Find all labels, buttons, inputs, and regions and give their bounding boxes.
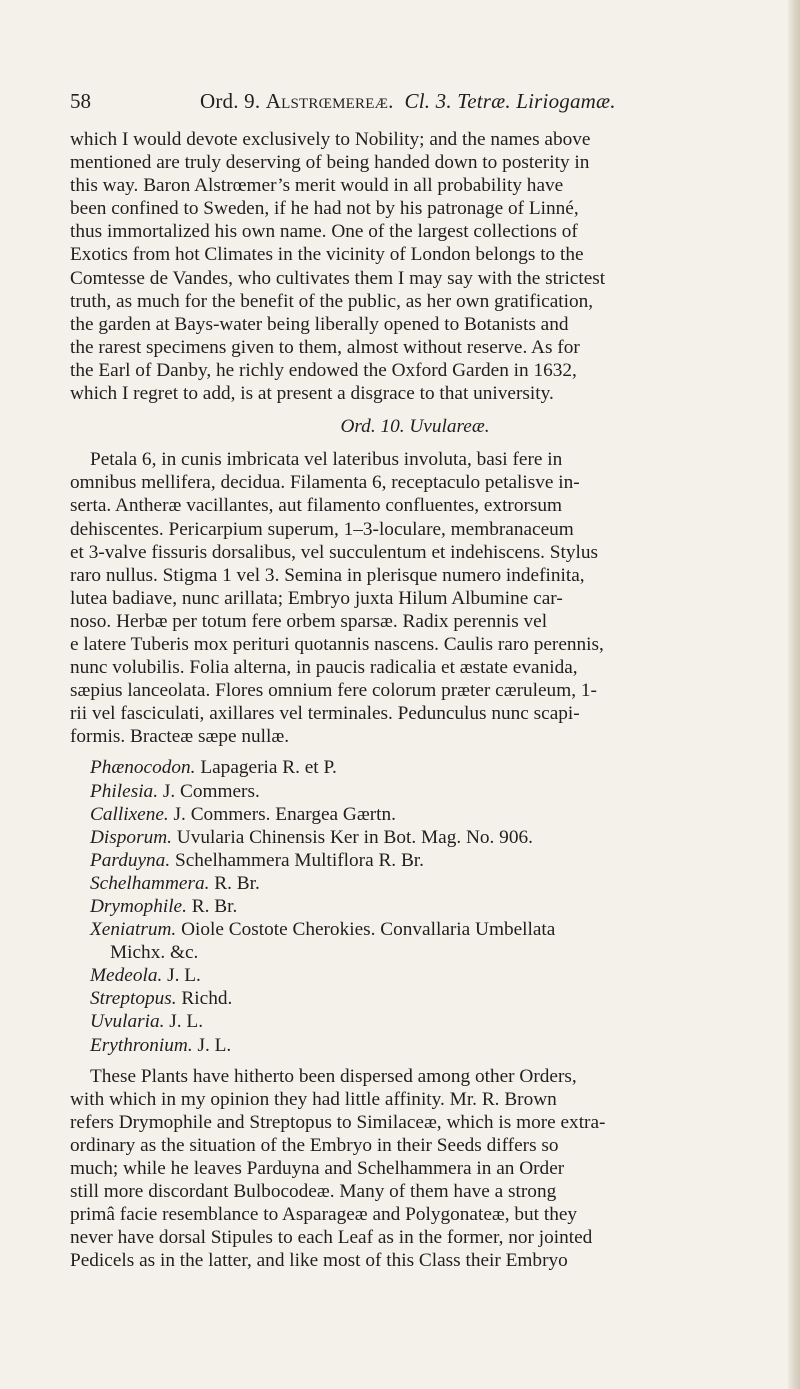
- genus-name: Philesia.: [90, 780, 159, 802]
- header-title: [200, 86, 616, 116]
- text-line: dehiscentes. Pericarpium superum, 1–3-loculare, membranaceum: [70, 518, 574, 540]
- list-item: [70, 987, 760, 1010]
- list-item: [70, 1010, 760, 1033]
- genera-list: [70, 756, 760, 1056]
- text-line: this way. Baron Alstrœmer’s merit would in all probability have: [70, 175, 564, 197]
- page-edge: [788, 0, 800, 1389]
- list-item: [70, 756, 760, 779]
- text-line: These Plants have hitherto been dispersed among other Orders,: [90, 1065, 577, 1087]
- genus-synonyms: Richd.: [181, 988, 233, 1010]
- text-line: the Earl of Danby, he richly endowed the Oxford Garden in 1632,: [70, 359, 577, 381]
- text-line: the rarest specimens given to them, almost without reserve. As for: [70, 336, 580, 358]
- text-line: rii vel fasciculati, axillares vel terminales. Pedunculus nunc scapi-: [70, 703, 580, 725]
- header-class: Cl. 3.: [404, 89, 452, 113]
- genus-synonyms: J. L.: [167, 965, 201, 987]
- section-heading: [70, 415, 760, 438]
- list-item: [70, 849, 760, 872]
- genus-name: Disporum.: [90, 826, 172, 848]
- text-line: refers Drymophile and Streptopus to Similaceæ, which is more extra-: [70, 1111, 606, 1133]
- closing-paragraph: [70, 1065, 760, 1273]
- text-line: noso. Herbæ per totum fere orbem sparsæ. Radix perennis vel: [70, 610, 548, 632]
- header-family: Alstrœmereæ.: [265, 89, 394, 113]
- text-line: primâ facie resemblance to Asparageæ and Polygonateæ, but they: [70, 1204, 578, 1226]
- text-line: nunc volubilis. Folia alterna, in paucis radicalia et æstate evanida,: [70, 657, 578, 679]
- list-item: [70, 780, 760, 803]
- text-line: serta. Antheræ vacillantes, aut filamento confluentes, extrorsum: [70, 495, 563, 517]
- book-page: [70, 86, 760, 1273]
- text-line: raro nullus. Stigma 1 vel 3. Semina in plerisque numero indefinita,: [70, 564, 585, 586]
- genus-name: Erythronium.: [90, 1034, 193, 1056]
- genus-name: Uvularia.: [90, 1011, 165, 1033]
- genus-synonyms-continued: Michx. &c.: [110, 942, 199, 964]
- list-item: [70, 895, 760, 918]
- header-tetr: Tetræ.: [457, 89, 511, 113]
- genus-synonyms: J. Commers.: [162, 780, 260, 802]
- text-line: much; while he leaves Parduyna and Schelhammera in an Order: [70, 1158, 565, 1180]
- text-line: Exotics from hot Climates in the vicinity of London belongs to the: [70, 244, 584, 266]
- text-line: been confined to Sweden, if he had not by his patronage of Linné,: [70, 198, 579, 220]
- genus-synonyms: R. Br.: [214, 872, 260, 894]
- intro-paragraph: [70, 128, 760, 405]
- running-header: [70, 86, 760, 118]
- text-line: omnibus mellifera, decidua. Filamenta 6, receptaculo petalisve in-: [70, 472, 580, 494]
- genus-name: Xeniatrum.: [90, 919, 177, 941]
- text-line: thus immortalized his own name. One of the largest collections of: [70, 221, 578, 243]
- genus-name: Phænocodon.: [90, 757, 196, 779]
- text-line: e latere Tuberis mox perituri quotannis nascens. Caulis raro perennis,: [70, 633, 604, 655]
- text-line: which I would devote exclusively to Nobility; and the names above: [70, 129, 591, 150]
- genus-synonyms: Schelhammera Multiflora R. Br.: [174, 849, 424, 871]
- text-line: the garden at Bays-water being liberally opened to Botanists and: [70, 313, 569, 335]
- section-heading-text: Ord. 10. Uvulareæ.: [340, 416, 490, 438]
- genus-synonyms: J. Commers. Enargea Gærtn.: [173, 803, 396, 825]
- header-lirio: Liriogamæ.: [516, 89, 616, 113]
- page-number: 58: [70, 89, 91, 113]
- genus-synonyms: Uvularia Chinensis Ker in Bot. Mag. No. 906.: [176, 826, 533, 848]
- text-line: with which in my opinion they had little affinity. Mr. R. Brown: [70, 1088, 557, 1110]
- list-item: [70, 803, 760, 826]
- genus-synonyms: J. L.: [169, 1011, 204, 1033]
- list-item: [70, 872, 760, 895]
- genus-synonyms: Oiole Costote Cherokies. Convallaria Umbellata: [181, 919, 556, 941]
- list-item: [70, 1034, 760, 1057]
- text-line: ordinary as the situation of the Embryo in their Seeds differs so: [70, 1134, 559, 1156]
- text-line: Petala 6, in cunis imbricata vel lateribus involuta, basi fere in: [90, 449, 563, 471]
- list-item: [70, 918, 760, 964]
- list-item: [70, 826, 760, 849]
- text-line: sæpius lanceolata. Flores omnium fere colorum præter cæruleum, 1-: [70, 680, 597, 702]
- genus-name: Streptopus.: [90, 988, 177, 1010]
- text-line: lutea badiave, nunc arillata; Embryo juxta Hilum Albumine car-: [70, 587, 563, 609]
- text-line: formis. Bracteæ sæpe nullæ.: [70, 726, 290, 748]
- genus-name: Parduyna.: [90, 849, 171, 871]
- genus-name: Callixene.: [90, 803, 169, 825]
- text-line: never have dorsal Stipules to each Leaf as in the former, nor jointed: [70, 1227, 593, 1249]
- text-line: et 3-valve fissuris dorsalibus, vel succulentum et indehiscens. Stylus: [70, 541, 599, 563]
- text-line: truth, as much for the benefit of the public, as her own gratification,: [70, 290, 594, 312]
- text-line: Pedicels as in the latter, and like most of this Class their Embryo: [70, 1250, 568, 1272]
- text-line: [70, 174, 760, 197]
- genus-synonyms: R. Br.: [191, 896, 238, 917]
- genus-name: Schelhammera.: [90, 872, 210, 894]
- latin-description: [70, 448, 760, 748]
- genus-name: Medeola.: [90, 965, 163, 987]
- text-line: which I regret to add, is at present a disgrace to that university.: [70, 383, 554, 405]
- text-line: still more discordant Bulbocodeæ. Many of them have a strong: [70, 1181, 557, 1203]
- list-item: [70, 964, 760, 987]
- genus-synonyms: J. L.: [197, 1034, 232, 1056]
- header-order: Ord. 9.: [200, 89, 261, 113]
- genus-synonyms: Lapageria R. et P.: [200, 757, 337, 779]
- text-line: Comtesse de Vandes, who cultivates them I may say with the strictest: [70, 267, 606, 289]
- text-line: mentioned are truly deserving of being handed down to posterity in: [70, 152, 590, 174]
- genus-name: Drymophile.: [90, 896, 187, 917]
